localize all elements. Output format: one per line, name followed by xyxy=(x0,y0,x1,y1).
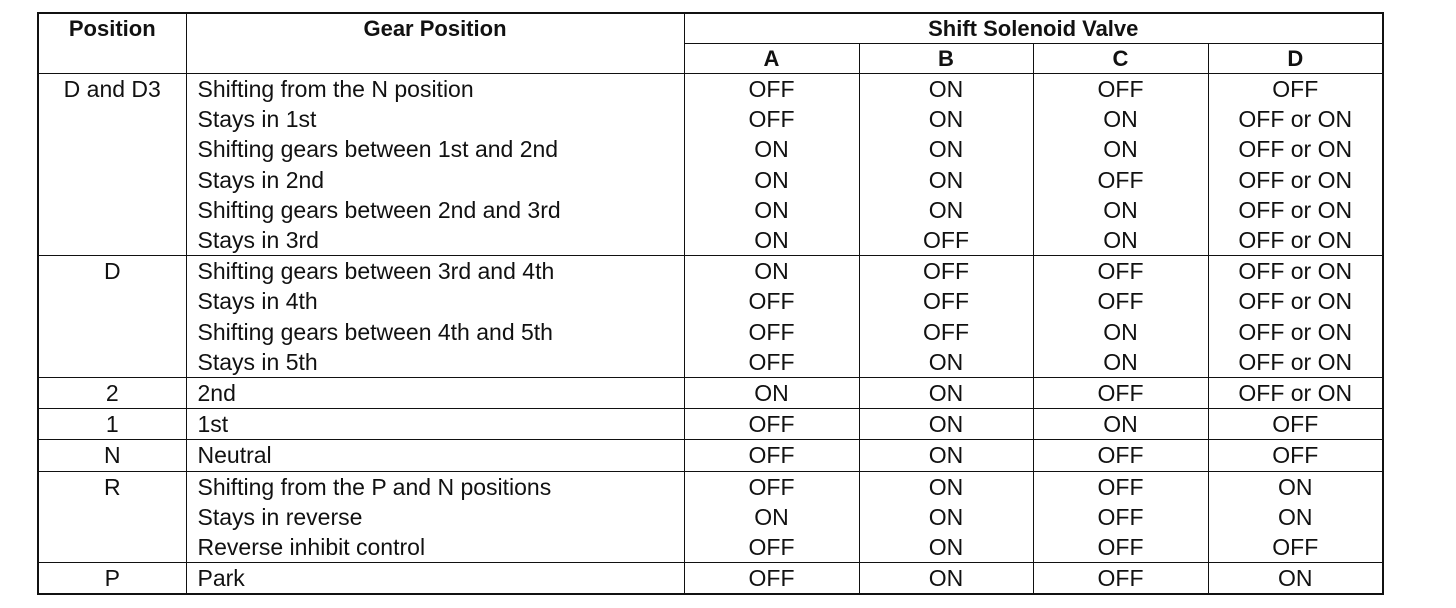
valve-d-cell: OFF xyxy=(1272,76,1319,102)
valve-d-cell: OFF or ON xyxy=(1238,288,1353,315)
valve-c-cell: ON xyxy=(1033,347,1208,378)
valve-a-cell: ON xyxy=(684,195,859,225)
header-row xyxy=(38,13,1383,44)
valve-b-cell: ON xyxy=(859,104,1033,134)
valve-b-cell: ON xyxy=(859,532,1033,563)
gear-position-cell: Stays in 4th xyxy=(186,286,684,316)
position-cell: N xyxy=(38,440,186,471)
valve-a-cell: ON xyxy=(684,378,859,409)
valve-a-cell: OFF xyxy=(684,317,859,347)
valve-d-cell: ON xyxy=(1208,563,1383,595)
valve-d-cell: OFF or ON xyxy=(1238,318,1353,345)
table-row xyxy=(38,409,1383,440)
valve-a-cell: OFF xyxy=(684,471,859,502)
table-row xyxy=(38,317,1383,347)
gear-position-cell: Stays in reverse xyxy=(186,502,684,532)
gear-position-cell: Stays in 3rd xyxy=(186,225,684,256)
gear-position-cell: Park xyxy=(186,563,684,595)
table-row xyxy=(38,74,1383,105)
valve-a-cell: OFF xyxy=(684,440,859,471)
valve-c-cell: OFF xyxy=(1033,502,1208,532)
table-row xyxy=(38,440,1383,471)
valve-b-cell: ON xyxy=(859,195,1033,225)
gear-position-cell: Shifting gears between 1st and 2nd xyxy=(186,134,684,164)
position-cell: 2 xyxy=(38,378,186,409)
valve-b-cell: ON xyxy=(859,165,1033,195)
gear-position-cell: 1st xyxy=(186,409,684,440)
valve-d-cell: OFF or ON xyxy=(1208,347,1383,378)
solenoid-table-container xyxy=(37,12,1384,595)
gear-position-cell: Shifting from the P and N positions xyxy=(186,471,684,502)
position-cell: P xyxy=(38,563,186,595)
gear-position-cell: Reverse inhibit control xyxy=(186,532,684,563)
table-row xyxy=(38,134,1383,164)
valve-d-cell: OFF or ON xyxy=(1238,166,1353,193)
valve-d-cell: ON xyxy=(1278,473,1313,500)
gear-position-cell: Stays in 5th xyxy=(186,347,684,378)
table-row xyxy=(38,347,1383,378)
gear-position-cell: Neutral xyxy=(186,440,684,471)
valve-b-header: B xyxy=(859,44,1033,74)
gear-position-cell: 2nd xyxy=(186,378,684,409)
valve-a-cell: OFF xyxy=(684,409,859,440)
table-row xyxy=(38,104,1383,134)
valve-c-cell: OFF xyxy=(1033,378,1208,409)
gear-position-cell: Stays in 2nd xyxy=(186,165,684,195)
valve-c-cell: OFF xyxy=(1033,440,1208,471)
valve-c-cell: OFF xyxy=(1033,563,1208,595)
table-row xyxy=(38,256,1383,287)
valve-c-cell: ON xyxy=(1033,195,1208,225)
valve-d-cell: OFF or ON xyxy=(1238,106,1353,133)
valve-d-cell: OFF or ON xyxy=(1208,378,1383,409)
valve-d-cell: OFF or ON xyxy=(1238,196,1353,223)
table-row xyxy=(38,563,1383,595)
valve-c-cell: ON xyxy=(1033,104,1208,134)
valve-c-cell: OFF xyxy=(1033,286,1208,316)
valve-b-cell: OFF xyxy=(859,286,1033,316)
table-row xyxy=(38,195,1383,225)
valve-b-cell: ON xyxy=(859,563,1033,595)
table-row xyxy=(38,378,1383,409)
table-body xyxy=(38,74,1383,595)
valve-b-cell: OFF xyxy=(859,256,1033,287)
valve-c-cell: ON xyxy=(1033,134,1208,164)
valve-a-cell: OFF xyxy=(684,532,859,563)
valve-b-cell: ON xyxy=(859,378,1033,409)
valve-a-cell: ON xyxy=(684,256,859,287)
table-row xyxy=(38,225,1383,256)
valve-a-cell: ON xyxy=(684,165,859,195)
valve-d-cell: OFF or ON xyxy=(1238,136,1353,163)
table-row xyxy=(38,286,1383,316)
valve-b-cell: OFF xyxy=(859,225,1033,256)
valve-d-cell: OFF xyxy=(1208,440,1383,471)
position-cell: D xyxy=(38,256,186,378)
valve-d-cell: OFF or ON xyxy=(1208,225,1383,256)
valve-a-cell: ON xyxy=(684,225,859,256)
valve-b-cell: OFF xyxy=(859,317,1033,347)
valve-b-cell: ON xyxy=(859,440,1033,471)
solenoid-table xyxy=(37,12,1384,595)
valve-d-cell: ON xyxy=(1278,503,1313,530)
table-row xyxy=(38,165,1383,195)
position-cell: 1 xyxy=(38,409,186,440)
gear-position-cell: Shifting gears between 4th and 5th xyxy=(186,317,684,347)
valve-d-header: D xyxy=(1208,44,1383,74)
valve-a-header: A xyxy=(684,44,859,74)
valve-c-cell: ON xyxy=(1033,409,1208,440)
shift-solenoid-valve-header: Shift Solenoid Valve xyxy=(684,13,1383,44)
valve-c-cell: OFF xyxy=(1033,165,1208,195)
valve-c-cell: OFF xyxy=(1033,256,1208,287)
valve-a-cell: ON xyxy=(684,134,859,164)
valve-d-cell: OFF xyxy=(1208,532,1383,563)
table-row xyxy=(38,532,1383,563)
position-header: Position xyxy=(38,13,186,74)
gear-position-cell: Stays in 1st xyxy=(186,104,684,134)
valve-c-cell: OFF xyxy=(1033,532,1208,563)
valve-d-cell: OFF or ON xyxy=(1238,258,1353,285)
valve-a-cell: ON xyxy=(684,502,859,532)
gear-position-cell: Shifting gears between 3rd and 4th xyxy=(186,256,684,287)
gear-position-header: Gear Position xyxy=(186,13,684,74)
valve-c-cell: OFF xyxy=(1033,74,1208,105)
valve-a-cell: OFF xyxy=(684,347,859,378)
valve-c-cell: ON xyxy=(1033,317,1208,347)
gear-position-cell: Shifting from the N position xyxy=(186,74,684,105)
valve-b-cell: ON xyxy=(859,74,1033,105)
table-row xyxy=(38,502,1383,532)
valve-b-cell: ON xyxy=(859,409,1033,440)
valve-a-cell: OFF xyxy=(684,286,859,316)
valve-b-cell: ON xyxy=(859,471,1033,502)
position-cell: D and D3 xyxy=(38,74,186,256)
valve-b-cell: ON xyxy=(859,347,1033,378)
valve-a-cell: OFF xyxy=(684,563,859,595)
valve-a-cell: OFF xyxy=(684,74,859,105)
position-cell: R xyxy=(38,471,186,563)
valve-b-cell: ON xyxy=(859,134,1033,164)
table-row xyxy=(38,471,1383,502)
valve-c-cell: ON xyxy=(1033,225,1208,256)
gear-position-cell: Shifting gears between 2nd and 3rd xyxy=(186,195,684,225)
valve-d-cell: OFF xyxy=(1208,409,1383,440)
valve-b-cell: ON xyxy=(859,502,1033,532)
valve-c-header: C xyxy=(1033,44,1208,74)
valve-a-cell: OFF xyxy=(684,104,859,134)
valve-c-cell: OFF xyxy=(1033,471,1208,502)
